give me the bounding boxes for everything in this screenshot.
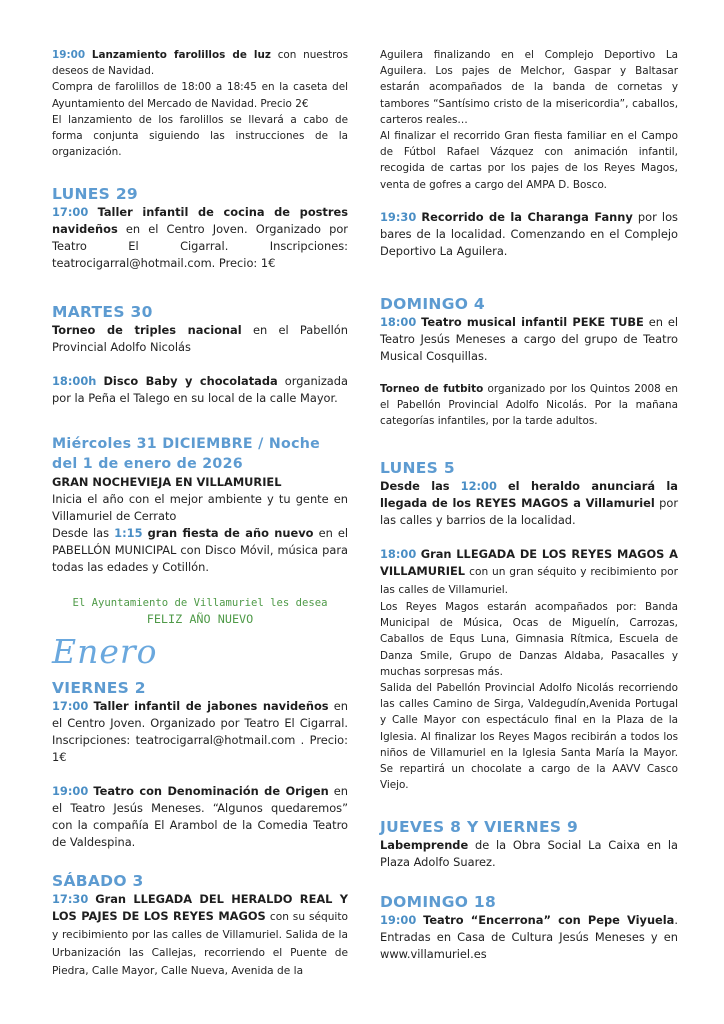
day-martes-30 (52, 302, 348, 407)
event-text: Salida del Pabellón Provincial Adolfo Nicolás recorriendo las calles Camino de Sirga, Valdegudín,Avenida Portugal y Calle Mayor con espectáculo final en la Plaza de la Iglesia. Al finalizar los Reyes Magos recibirán a todos los niños de Villamuriel en la Iglesia Santa María la Mayor. Se repartirá un chocolate a cargo de la AAVV Casco Viejo. (380, 682, 678, 792)
event-time: 19:00 (380, 913, 417, 927)
day-sabado-3-continued (380, 47, 678, 260)
event-title: Labemprende (380, 838, 469, 852)
day-heading: LUNES 29 (52, 185, 138, 203)
event-text: organizada por la Peña el Talego en su local de la calle Mayor. (52, 374, 348, 405)
event-text: Al finalizar el recorrido Gran fiesta familiar en el Campo de Fútbol Rafael Vázquez con animación infantil, recogida de cartas por los pajes de los Reyes Magos, venta de gofres a cargo del AMPA D. Bosco. (380, 130, 678, 191)
event-time: 17:30 (52, 892, 89, 906)
greeting-line-1: El Ayuntamiento de Villamuriel les desea (72, 597, 328, 609)
event-time: 12:00 (460, 479, 497, 493)
event-title: Torneo de triples nacional (52, 323, 242, 337)
event-title: Gran LLEGADA DEL HERALDO REAL Y LOS PAJES DE LOS REYES MAGOS (52, 892, 348, 923)
event-text: por las calles y barrios de la localidad. (380, 496, 679, 527)
event-title: Torneo de futbito (380, 383, 484, 395)
event-text: por los bares de la localidad. Comenzando en el Complejo Deportivo La Aguilera. (380, 209, 678, 258)
event-title: Teatro con Denominación de Origen (93, 784, 329, 798)
event-time: 17:00 (52, 205, 89, 219)
day-heading: SÁBADO 3 (52, 872, 144, 890)
event-text: en el Teatro Jesús Meneses. “Algunos quedaremos” con la compañía El Arambol de la Comedia Teatro de Valdespina. (52, 784, 349, 849)
day-domingo-4 (380, 294, 678, 430)
day-miercoles-31 (52, 434, 348, 576)
event-farolillos (52, 47, 348, 160)
event-text: Aguilera finalizando en el Complejo Deportivo La Aguilera. Los pajes de Melchor, Gaspar y Baltasar estarán acompañados de la banda de cornetas y tambores “Santísimo cristo de la misericordia”, caballos, carteros reales… (380, 49, 678, 126)
day-heading: VIERNES 2 (52, 679, 146, 697)
event-text: . Entradas en Casa de Cultura Jesús Meneses y en www.villamuriel.es (380, 913, 678, 961)
month-title: Enero (52, 632, 158, 671)
event-time: 19:00 (52, 49, 86, 61)
event-title: Taller infantil de jabones navideños (93, 699, 329, 713)
event-title: Taller infantil de cocina de postres navideños (52, 205, 348, 236)
event-time: 1:15 (114, 526, 143, 540)
greeting-line-2: FELIZ AÑO NUEVO (146, 612, 254, 626)
event-title: Gran LLEGADA DE LOS REYES MAGOS A VILLAMURIEL (380, 547, 678, 578)
event-title: Desde las (380, 479, 450, 493)
event-text: con nuestros deseos de Navidad. (52, 49, 348, 78)
event-title: gran fiesta de año nuevo (147, 526, 314, 540)
event-title: GRAN NOCHEVIEJA EN VILLAMURIEL (52, 475, 282, 489)
event-text: Desde las (52, 526, 110, 540)
day-heading: Miércoles 31 DICIEMBRE / Noche del 1 de enero de 2026 (52, 436, 321, 472)
event-title: Lanzamiento farolillos de luz (91, 49, 271, 61)
event-text: Compra de farolillos de 18:00 a 18:45 en la caseta del Ayuntamiento del Mercado de Navidad. Precio 2€ (52, 81, 348, 110)
day-sabado-3 (52, 871, 348, 980)
event-text: de la Obra Social La Caixa en la Plaza Adolfo Suarez. (380, 838, 678, 869)
event-title: Teatro “Encerrona” con Pepe Viyuela (423, 913, 675, 927)
event-time: 19:00 (52, 784, 89, 798)
event-time: 19:30 (380, 209, 417, 224)
event-text: Inicia el año con el mejor ambiente y tu gente en Villamuriel de Cerrato (52, 492, 348, 523)
event-time: 18:00h (52, 374, 97, 388)
day-heading: DOMINGO 4 (380, 295, 485, 313)
event-title: el heraldo anunciará la llegada de los REYES MAGOS a Villamuriel (380, 479, 678, 510)
event-text: en el Centro Joven. Organizado por Teatro El Cigarral. Inscripciones: teatrocigarral@hotmail.com . Precio: 1€ (52, 699, 348, 764)
event-title: Disco Baby y chocolatada (103, 374, 278, 388)
event-text: en el Pabellón Provincial Adolfo Nicolás (52, 323, 348, 354)
event-text: en el Teatro Jesús Meneses a cargo del grupo de Teatro Musical Cosquillas. (380, 315, 679, 363)
event-text: El lanzamiento de los farolillos se llevará a cabo de forma conjunta siguiendo las instrucciones de la organización. (52, 113, 348, 159)
event-title: Recorrido de la Charanga Fanny (421, 209, 633, 224)
event-text: en el Centro Joven. Organizado por Teatro El Cigarral. Inscripciones: teatrocigarral@hotmail.com. Precio: 1€ (52, 222, 348, 270)
event-time: 18:00 (380, 547, 417, 561)
day-domingo-18 (380, 892, 678, 963)
event-text: con un gran séquito y recibimiento por las calles de Villamuriel. (380, 566, 679, 596)
event-time: 18:00 (380, 315, 417, 329)
event-text: con su séquito y recibimiento por las calles de Villamuriel. Salida de la Urbanización las Callejas, recorriendo el Puente de Piedra, Calle Mayor, Calle Nueva, Avenida de la (52, 911, 348, 977)
day-heading: JUEVES 8 Y VIERNES 9 (380, 818, 579, 836)
event-text: en el PABELLÓN MUNICIPAL con Disco Móvil, música para todas las edades y Cotillón. (52, 526, 349, 574)
day-lunes-29 (52, 184, 348, 272)
event-time: 17:00 (52, 699, 89, 713)
event-text: Los Reyes Magos estarán acompañados por: Banda Municipal de Música, Ocas de Miguelín, Carrozas, Caballos de Equs Luna, Gimnasia Rítmica, Escuela de Danza Smile, Grupo de Danzas Aldaba, Pasacalles y muchas sorpresas más. (380, 601, 678, 678)
day-heading: DOMINGO 18 (380, 893, 497, 911)
day-heading: LUNES 5 (380, 459, 455, 477)
event-title: Teatro musical infantil PEKE TUBE (421, 315, 644, 329)
event-text: organizado por los Quintos 2008 en el Pabellón Provincial Adolfo Nicolás. Por la mañana categorías infantiles, por la tarde adultos. (380, 383, 678, 428)
day-jueves-8 (380, 817, 678, 871)
day-viernes-2 (52, 678, 348, 851)
day-heading: MARTES 30 (52, 303, 153, 321)
day-lunes-5 (380, 458, 678, 793)
